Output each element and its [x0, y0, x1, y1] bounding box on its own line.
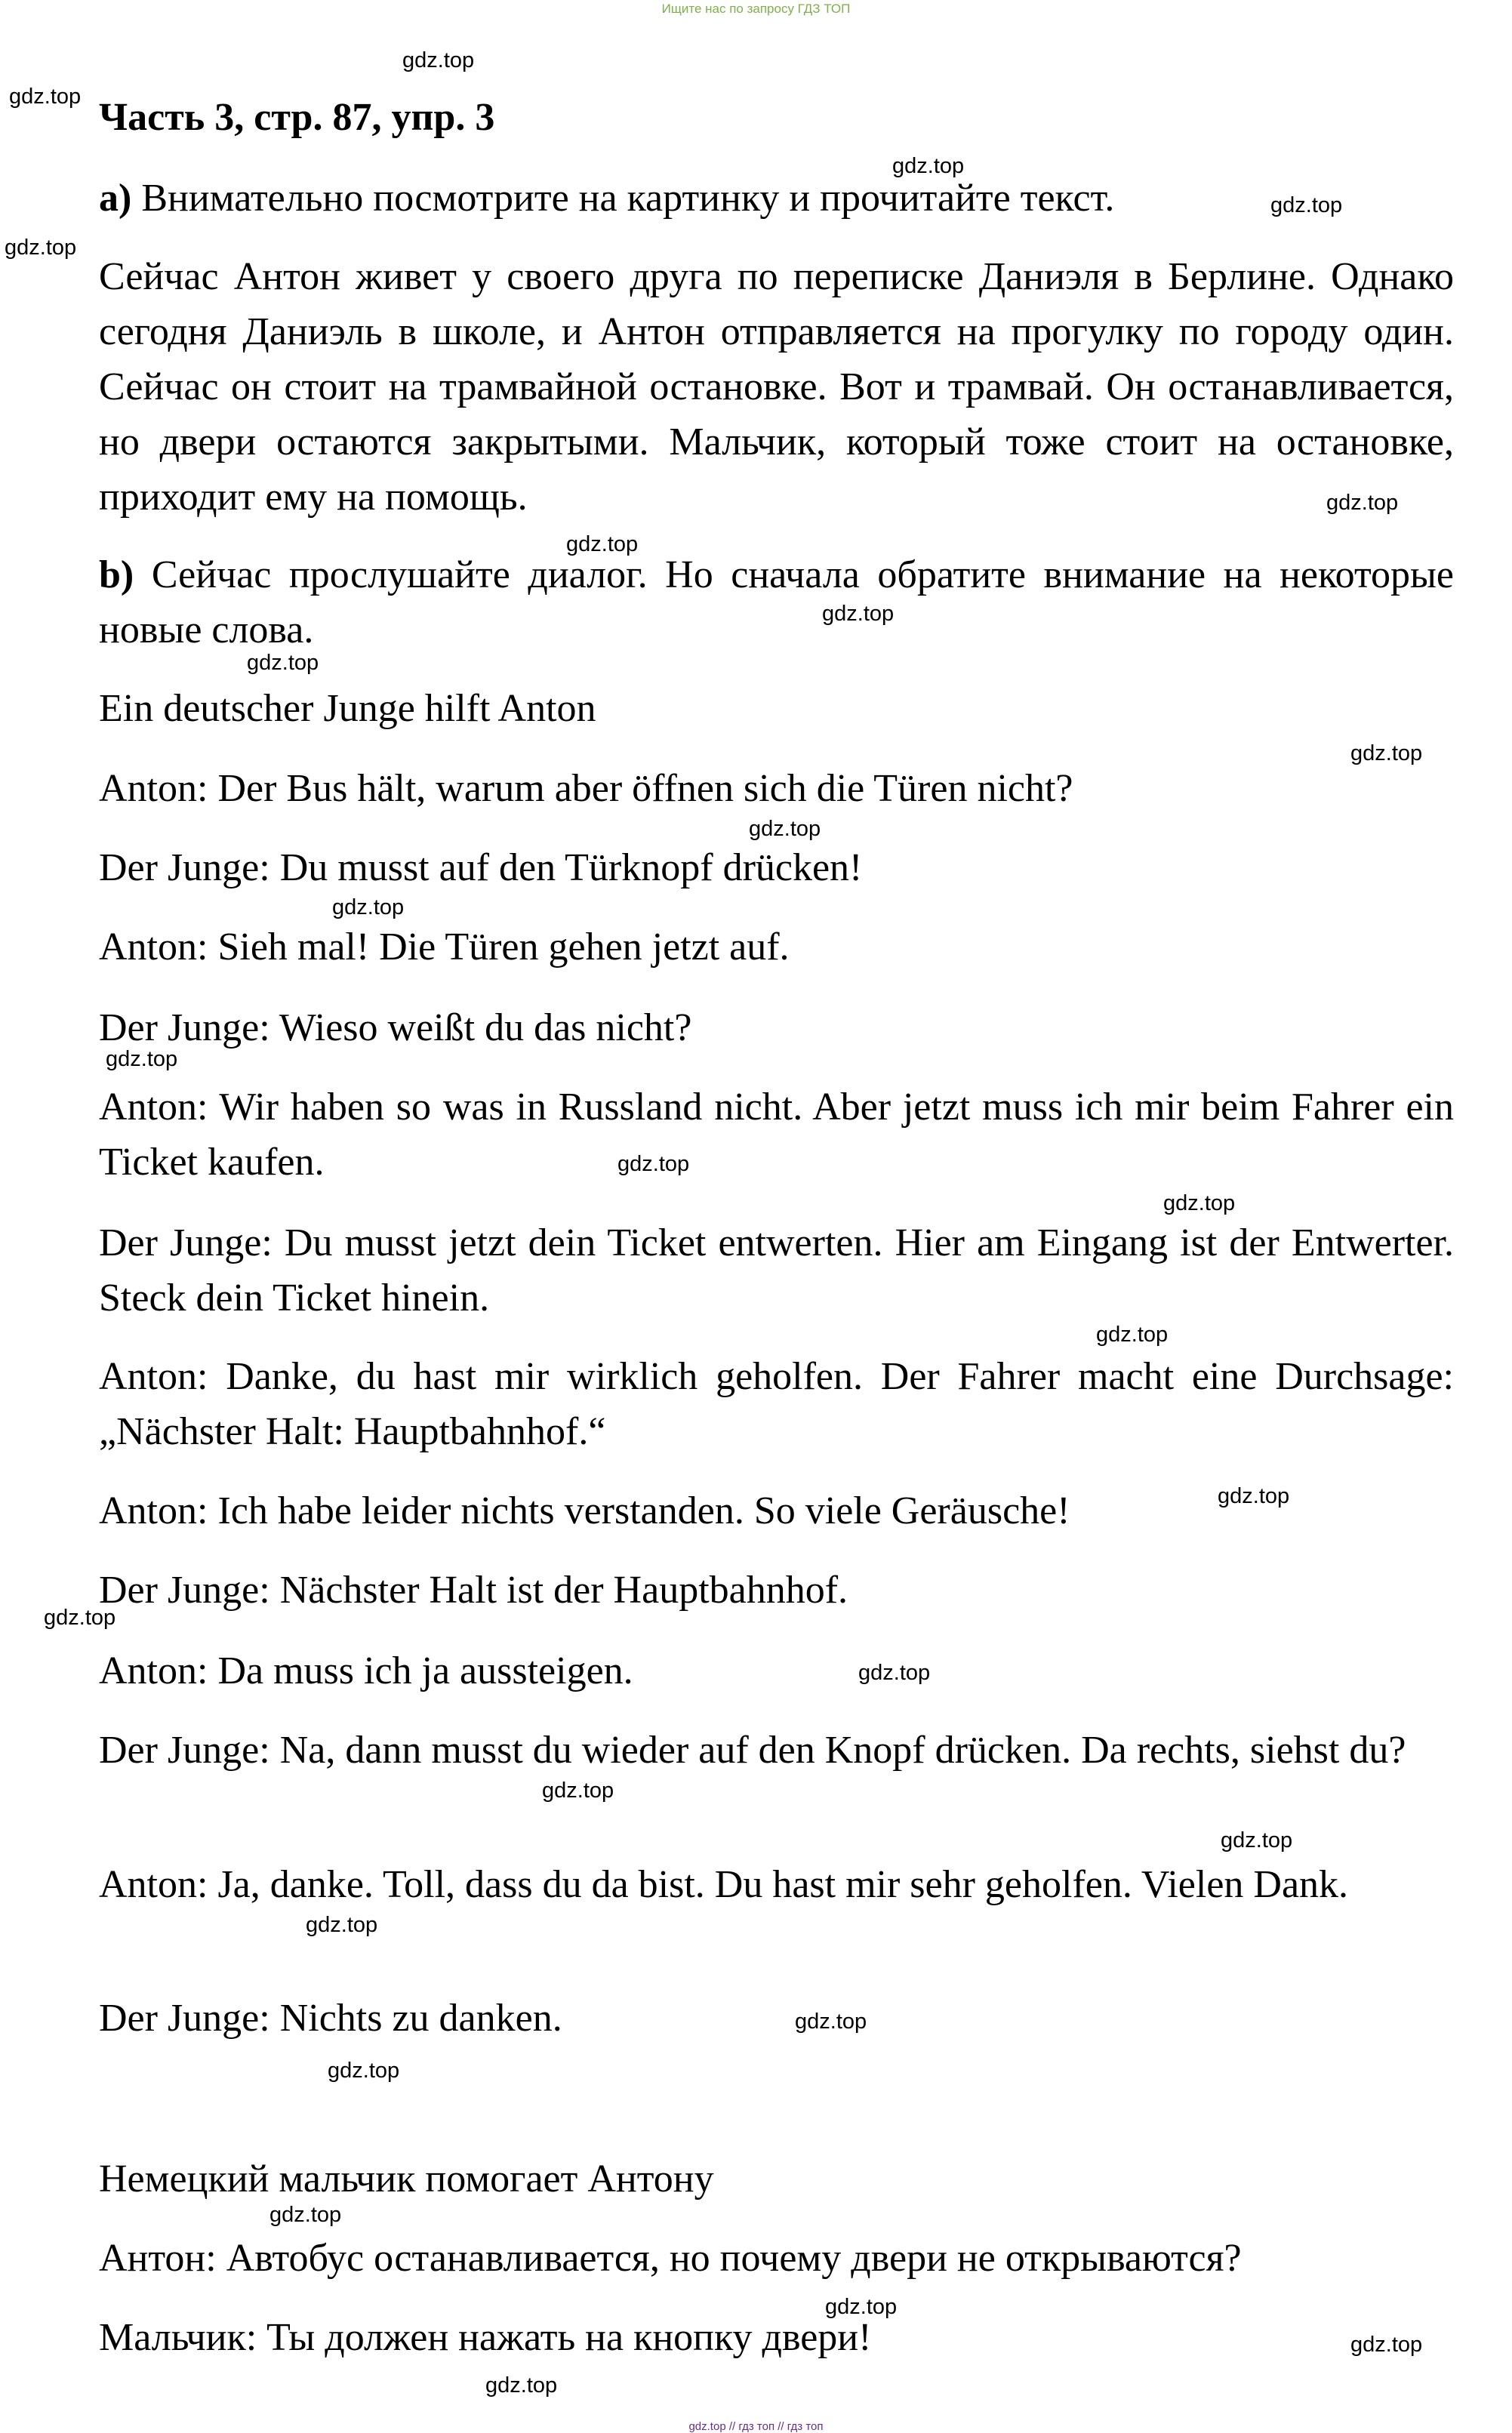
- watermark: gdz.top: [5, 236, 77, 260]
- translation-title: Немецкий мальчик помогает Антону: [99, 2157, 714, 2200]
- watermark: gdz.top: [402, 48, 475, 72]
- dialog-line: Der Junge: Du musst jetzt dein Ticket entwerten. Hier am Eingang ist der Entwerter. Steck dein Ticket hinein.: [99, 1221, 1454, 1320]
- dialog-line: Der Junge: Du musst auf den Türknopf drücken!: [99, 846, 863, 889]
- dialog-line: Der Junge: Wieso weißt du das nicht?: [99, 1006, 692, 1049]
- watermark: gdz.top: [306, 1913, 378, 1937]
- task-b-text: Сейчас прослушайте диалог. Но сначала обратите внимание на некоторые новые слова.: [99, 553, 1455, 651]
- watermark: gdz.top: [106, 1047, 178, 1071]
- watermark: gdz.top: [542, 1779, 614, 1803]
- watermark: gdz.top: [1163, 1191, 1236, 1215]
- dialog-title: Ein deutscher Junge hilft Anton: [99, 687, 596, 730]
- watermark: gdz.top: [485, 2373, 558, 2398]
- watermark: gdz.top: [858, 1661, 931, 1685]
- translation-line: Мальчик: Ты должен нажать на кнопку двери!: [99, 2316, 872, 2359]
- dialog-line: Anton: Ich habe leider nichts verstanden. So viele Geräusche!: [99, 1489, 1070, 1532]
- task-b-label: b): [99, 553, 134, 596]
- dialog-line: Der Junge: Nächster Halt ist der Hauptbahnhof.: [99, 1569, 848, 1612]
- translation-line: Антон: Автобус останавливается, но почему двери не открываются?: [99, 2237, 1242, 2280]
- watermark: gdz.top: [892, 154, 965, 178]
- task-a-text: Внимательно посмотрите на картинку и прочитайте текст.: [141, 177, 1115, 220]
- watermark: gdz.top: [1326, 491, 1399, 515]
- top-banner[interactable]: Ищите нас по запросу ГДЗ ТОП: [661, 2, 851, 16]
- watermark: gdz.top: [1270, 193, 1343, 217]
- watermark: gdz.top: [44, 1606, 116, 1630]
- watermark: gdz.top: [1221, 1828, 1293, 1852]
- watermark: gdz.top: [566, 532, 639, 556]
- watermark: gdz.top: [1350, 741, 1423, 765]
- intro-paragraph: Сейчас Антон живет у своего друга по переписке Даниэля в Берлине. Однако сегодня Даниэль в школе, и Антон отправляется на прогулку по городу один. Сейчас он стоит на трамвайной остановке. Вот и трамвай. Он останавливается, но двери остаются закрытыми. Мальчик, который тоже стоит на остановке, приходит ему на помощь.: [99, 255, 1454, 519]
- dialog-line: Der Junge: Na, dann musst du wieder auf den Knopf drücken. Da rechts, siehst du?: [99, 1729, 1406, 1772]
- dialog-line: Anton: Wir haben so was in Russland nicht. Aber jetzt muss ich mir beim Fahrer ein Ticket kaufen.: [99, 1086, 1454, 1184]
- page-title: Часть 3, стр. 87, упр. 3: [99, 96, 495, 139]
- dialog-line: Anton: Da muss ich ja aussteigen.: [99, 1649, 633, 1692]
- dialog-line: Anton: Danke, du hast mir wirklich geholfen. Der Fahrer macht eine Durchsage:„Nächster Halt: Hauptbahnhof.“: [99, 1355, 1454, 1453]
- watermark: gdz.top: [822, 602, 895, 626]
- watermark: gdz.top: [1350, 2333, 1423, 2357]
- task-b: [99, 547, 1454, 658]
- watermark: gdz.top: [247, 651, 319, 675]
- watermark: gdz.top: [332, 895, 405, 919]
- watermark: gdz.top: [617, 1152, 690, 1176]
- dialog-line: Anton: Sieh mal! Die Türen gehen jetzt auf.: [99, 925, 790, 969]
- watermark: gdz.top: [749, 817, 821, 841]
- watermark: gdz.top: [9, 85, 82, 109]
- dialog-line: Anton: Der Bus hält, warum aber öffnen sich die Türen nicht?: [99, 767, 1073, 810]
- task-a: [99, 171, 1454, 226]
- watermark: gdz.top: [795, 2010, 867, 2034]
- dialog-line: Anton: Ja, danke. Toll, dass du da bist. Du hast mir sehr geholfen. Vielen Dank.: [99, 1863, 1349, 1906]
- watermark: gdz.top: [1096, 1323, 1169, 1347]
- watermark: gdz.top: [269, 2203, 342, 2227]
- bottom-banner[interactable]: gdz.top // гдз топ // гдз топ: [688, 2420, 824, 2433]
- watermark: gdz.top: [328, 2059, 400, 2083]
- watermark: gdz.top: [825, 2295, 898, 2319]
- task-a-label: a): [99, 177, 132, 220]
- dialog-line: Der Junge: Nichts zu danken.: [99, 1997, 562, 2040]
- watermark: gdz.top: [1218, 1484, 1290, 1508]
